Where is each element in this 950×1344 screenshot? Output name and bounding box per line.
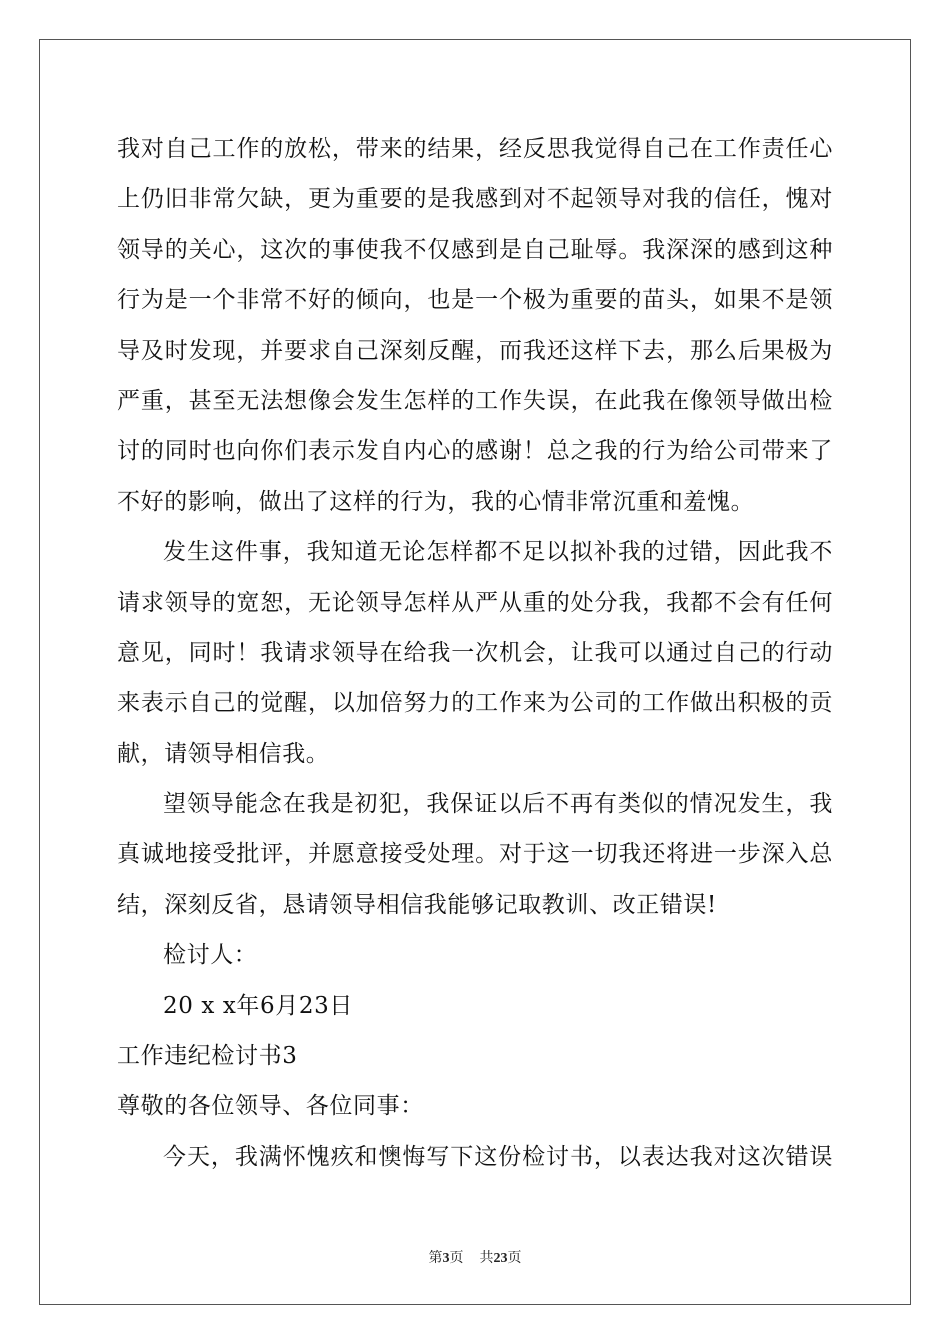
text-line: 意见，同时！我请求领导在给我一次机会，让我可以通过自己的行动 xyxy=(117,639,833,666)
text-line: 献，请领导相信我。 xyxy=(117,740,330,767)
page-label-prefix: 第 xyxy=(428,1251,443,1266)
total-label-suffix: 页 xyxy=(507,1251,522,1266)
page-current-number: 3 xyxy=(442,1251,450,1266)
total-label-prefix: 共 xyxy=(479,1251,494,1266)
text-line: 上仍旧非常欠缺，更为重要的是我感到对不起领导对我的信任，愧对 xyxy=(117,186,833,213)
text-line: 我对自己工作的放松，带来的结果，经反思我觉得自己在工作责任心 xyxy=(117,136,833,162)
text-line: 来表示自己的觉醒，以加倍努力的工作来为公司的工作做出积极的贡 xyxy=(117,690,833,717)
text-line: 尊敬的各位领导、各位同事： xyxy=(117,1093,424,1120)
page-total-number: 23 xyxy=(493,1251,508,1266)
text-line: 今天，我满怀愧疚和懊悔写下这份检讨书，以表达我对这次错误 xyxy=(163,1143,833,1170)
text-line: 20 x x年6月23日 xyxy=(163,992,353,1019)
text-line: 行为是一个非常不好的倾向，也是一个极为重要的苗头，如果不是领 xyxy=(117,287,833,314)
text-line: 讨的同时也向你们表示发自内心的感谢！总之我的行为给公司带来了 xyxy=(117,438,833,465)
text-line: 请求领导的宽恕，无论领导怎样从严从重的处分我，我都不会有任何 xyxy=(117,589,833,616)
text-line: 导及时发现，并要求自己深刻反醒，而我还这样下去，那么后果极为 xyxy=(117,337,833,364)
document-body xyxy=(117,124,833,1182)
text-line: 领导的关心，这次的事使我不仅感到是自己耻辱。我深深的感到这种 xyxy=(117,236,833,263)
text-line: 望领导能念在我是初犯，我保证以后不再有类似的情况发生，我 xyxy=(163,791,833,818)
text-line: 严重，甚至无法想像会发生怎样的工作失误，在此我在像领导做出检 xyxy=(117,387,833,414)
text-line: 结，深刻反省，恳请领导相信我能够记取教训、改正错误! xyxy=(117,891,717,918)
page-label-suffix: 页 xyxy=(449,1251,464,1266)
text-line: 不好的影响，做出了这样的行为，我的心情非常沉重和羞愧。 xyxy=(117,488,755,515)
text-line: 发生这件事，我知道无论怎样都不足以拟补我的过错，因此我不 xyxy=(163,539,833,566)
text-line: 工作违纪检讨书3 xyxy=(117,1043,298,1070)
text-line: 真诚地接受批评，并愿意接受处理。对于这一切我还将进一步深入总 xyxy=(117,841,833,868)
page-footer xyxy=(0,1247,950,1267)
text-line: 检讨人： xyxy=(163,942,258,969)
